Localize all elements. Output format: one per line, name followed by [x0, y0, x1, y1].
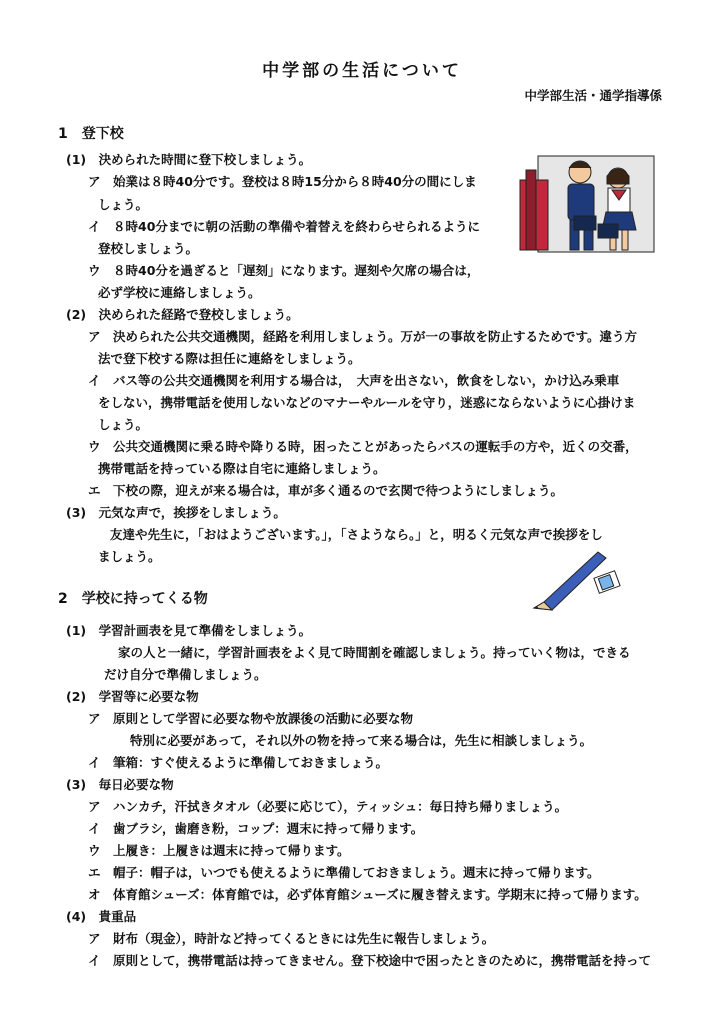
- document-line: ア 始業は８時40分です。登校は８時15分から８時40分の間にしま: [88, 174, 477, 189]
- document-line: イ 筆箱：すぐ使えるように準備しておきましょう。: [88, 755, 389, 770]
- document-line: だけ自分で準備しましょう。: [104, 667, 267, 682]
- document-line: 家の人と一緒に，学習計画表をよく見て時間割を確認しましょう。持っていく物は，できる: [118, 645, 631, 660]
- document-line: エ 下校の際，迎えが来る場合は，車が多く通るので玄関で待つようにしましょう。: [88, 483, 564, 498]
- author-line: 中学部生活・通学指導係: [524, 88, 662, 103]
- document-line: (2) 決められた経路で登校しましょう。: [66, 307, 299, 322]
- page-title: 中学部の生活について: [262, 61, 462, 81]
- document-line: ア ハンカチ，汗拭きタオル（必要に応じて），ティッシュ：毎日持ち帰りましょう。: [88, 799, 568, 814]
- document-line: エ 帽子：帽子は，いつでも使えるように準備しておきましょう。週末に持って帰ります。: [88, 865, 600, 880]
- document-line: ウ 公共交通機関に乗る時や降りる時，困ったことがあったらバスの運転手の方や，近くの交番，: [88, 439, 638, 454]
- document-line: (4) 貴重品: [66, 909, 137, 924]
- section-heading: 1 登下校: [58, 126, 124, 142]
- document-line: (3) 毎日必要な物: [66, 777, 174, 792]
- document-line: ア 原則として学習に必要な物や放課後の活動に必要な物: [88, 711, 414, 726]
- document-line: 登校しましょう。: [98, 241, 199, 256]
- document-line: しょう。: [98, 197, 149, 212]
- document-line: (1) 決められた時間に登下校しましょう。: [66, 152, 312, 167]
- document-line: 特別に必要があって，それ以外の物を持って来る場合は，先生に相談しましょう。: [130, 733, 593, 748]
- document-line: をしない，携帯電話を使用しないなどのマナーやルールを守り，迷惑にならないように心掛けま: [98, 395, 636, 410]
- document-line: しょう。: [98, 417, 149, 432]
- document-line: ウ 上履き：上履きは週末に持って帰ります。: [88, 843, 350, 858]
- document-line: 携帯電話を持っている際は自宅に連絡しましょう。: [98, 461, 386, 476]
- document-line: 必ず学校に連絡しましょう。: [98, 285, 261, 300]
- pencil-eraser-illustration: [528, 548, 648, 618]
- document-line: イ 歯ブラシ，歯磨き粉，コップ：週末に持って帰ります。: [88, 821, 424, 836]
- document-line: (1) 学習計画表を見て準備をしましょう。: [66, 623, 312, 638]
- document-line: (2) 学習等に必要な物: [66, 689, 199, 704]
- document-line: 法で登下校する際は担任に連絡をしましょう。: [98, 351, 361, 366]
- students-illustration: [508, 150, 658, 260]
- document-line: イ 原則として，携帯電話は持ってきません。登下校途中で困ったときのために，携帯電話を持って: [88, 953, 652, 968]
- document-line: 友達や先生に，「おはようございます。」，「さようなら。」と，明るく元気な声で挨拶をし: [110, 527, 603, 542]
- section-heading: 2 学校に持ってくる物: [58, 591, 208, 607]
- document-line: (3) 元気な声で，挨拶をしましょう。: [66, 505, 286, 520]
- document-line: イ バス等の公共交通機関を利用する場合は， 大声を出さない，飲食をしない，かけ込み乗車: [88, 373, 620, 388]
- document-line: ア 決められた公共交通機関，経路を利用しましょう。万が一の事故を防止するためです。違う方: [88, 329, 638, 344]
- document-line: ましょう。: [98, 549, 161, 564]
- document-line: ア 財布（現金），時計など持ってくるときには先生に報告しましょう。: [88, 931, 495, 946]
- document-line: イ ８時40分までに朝の活動の準備や着替えを終わらせられるように: [88, 219, 481, 234]
- document-line: ウ ８時40分を過ぎると「遅刻」になります。遅刻や欠席の場合は，: [88, 263, 480, 278]
- document-line: オ 体育館シューズ：体育館では，必ず体育館シューズに履き替えます。学期末に持って帰ります。: [88, 887, 647, 902]
